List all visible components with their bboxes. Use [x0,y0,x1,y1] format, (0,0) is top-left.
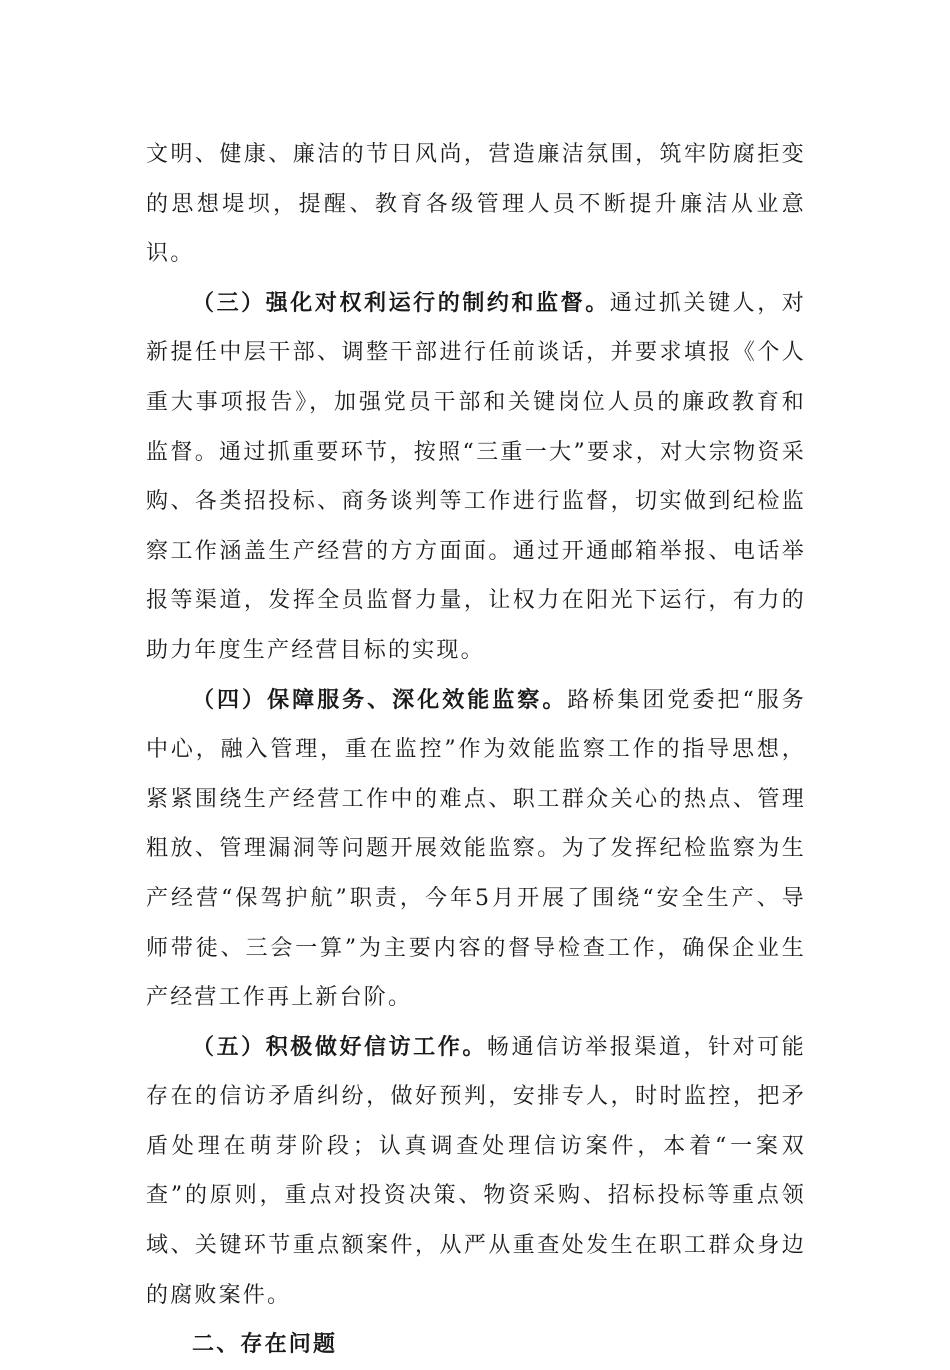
paragraph-text: 文明、健康、廉洁的节日风尚，营造廉洁氛围，筑牢防腐拒变的思想堤坝，提醒、教育各级管理人员不断提升廉洁从业意识。 [146,142,806,267]
paragraph-continuation [146,130,806,279]
paragraph-lead: （五）积极做好信访工作。 [192,1033,487,1060]
paragraph-lead: （四）保障服务、深化效能监察。 [192,686,568,713]
paragraph-text: 畅通信访举报渠道，针对可能存在的信访矛盾纠纷，做好预判，安排专人，时时监控，把矛盾处理在萌芽阶段；认真调查处理信访案件，本着“一案双查”的原则，重点对投资决策、物资采购、招标投标等重点领域、关键环节重点额案件，从严从重查处发生在职工群众身边的腐败案件。 [146,1034,806,1308]
paragraph-section-5 [146,1023,806,1321]
section-heading: 二、存在问题 [192,1331,338,1358]
paragraph-section-3 [146,279,806,676]
paragraph-section-4 [146,676,806,1023]
paragraph-lead: （三）强化对权利运行的制约和监督。 [192,289,610,316]
paragraph-text: 通过抓关键人，对新提任中层干部、调整干部进行任前谈话，并要求填报《个人重大事项报告》，加强党员干部和关键岗位人员的廉政教育和监督。通过抓重要环节，按照“三重一大”要求，对大宗物资采购、各类招投标、商务谈判等工作进行监督，切实做到纪检监察工作涵盖生产经营的方方面面。通过开通邮箱举报、电话举报等渠道，发挥全员监督力量，让权力在阳光下运行，有力的助力年度生产经营目标的实现。 [146,290,806,663]
paragraph-text: 路桥集团党委把“服务中心，融入管理，重在监控”作为效能监察工作的指导思想，紧紧围绕生产经营工作中的难点、职工群众关心的热点、管理粗放、管理漏洞等问题开展效能监察。为了发挥纪检监察为生产经营“保驾护航”职责，今年5月开展了围绕“安全生产、导师带徒、三会一算”为主要内容的督导检查工作，确保企业生产经营工作再上新台阶。 [146,687,806,1011]
document-body [146,130,806,1370]
